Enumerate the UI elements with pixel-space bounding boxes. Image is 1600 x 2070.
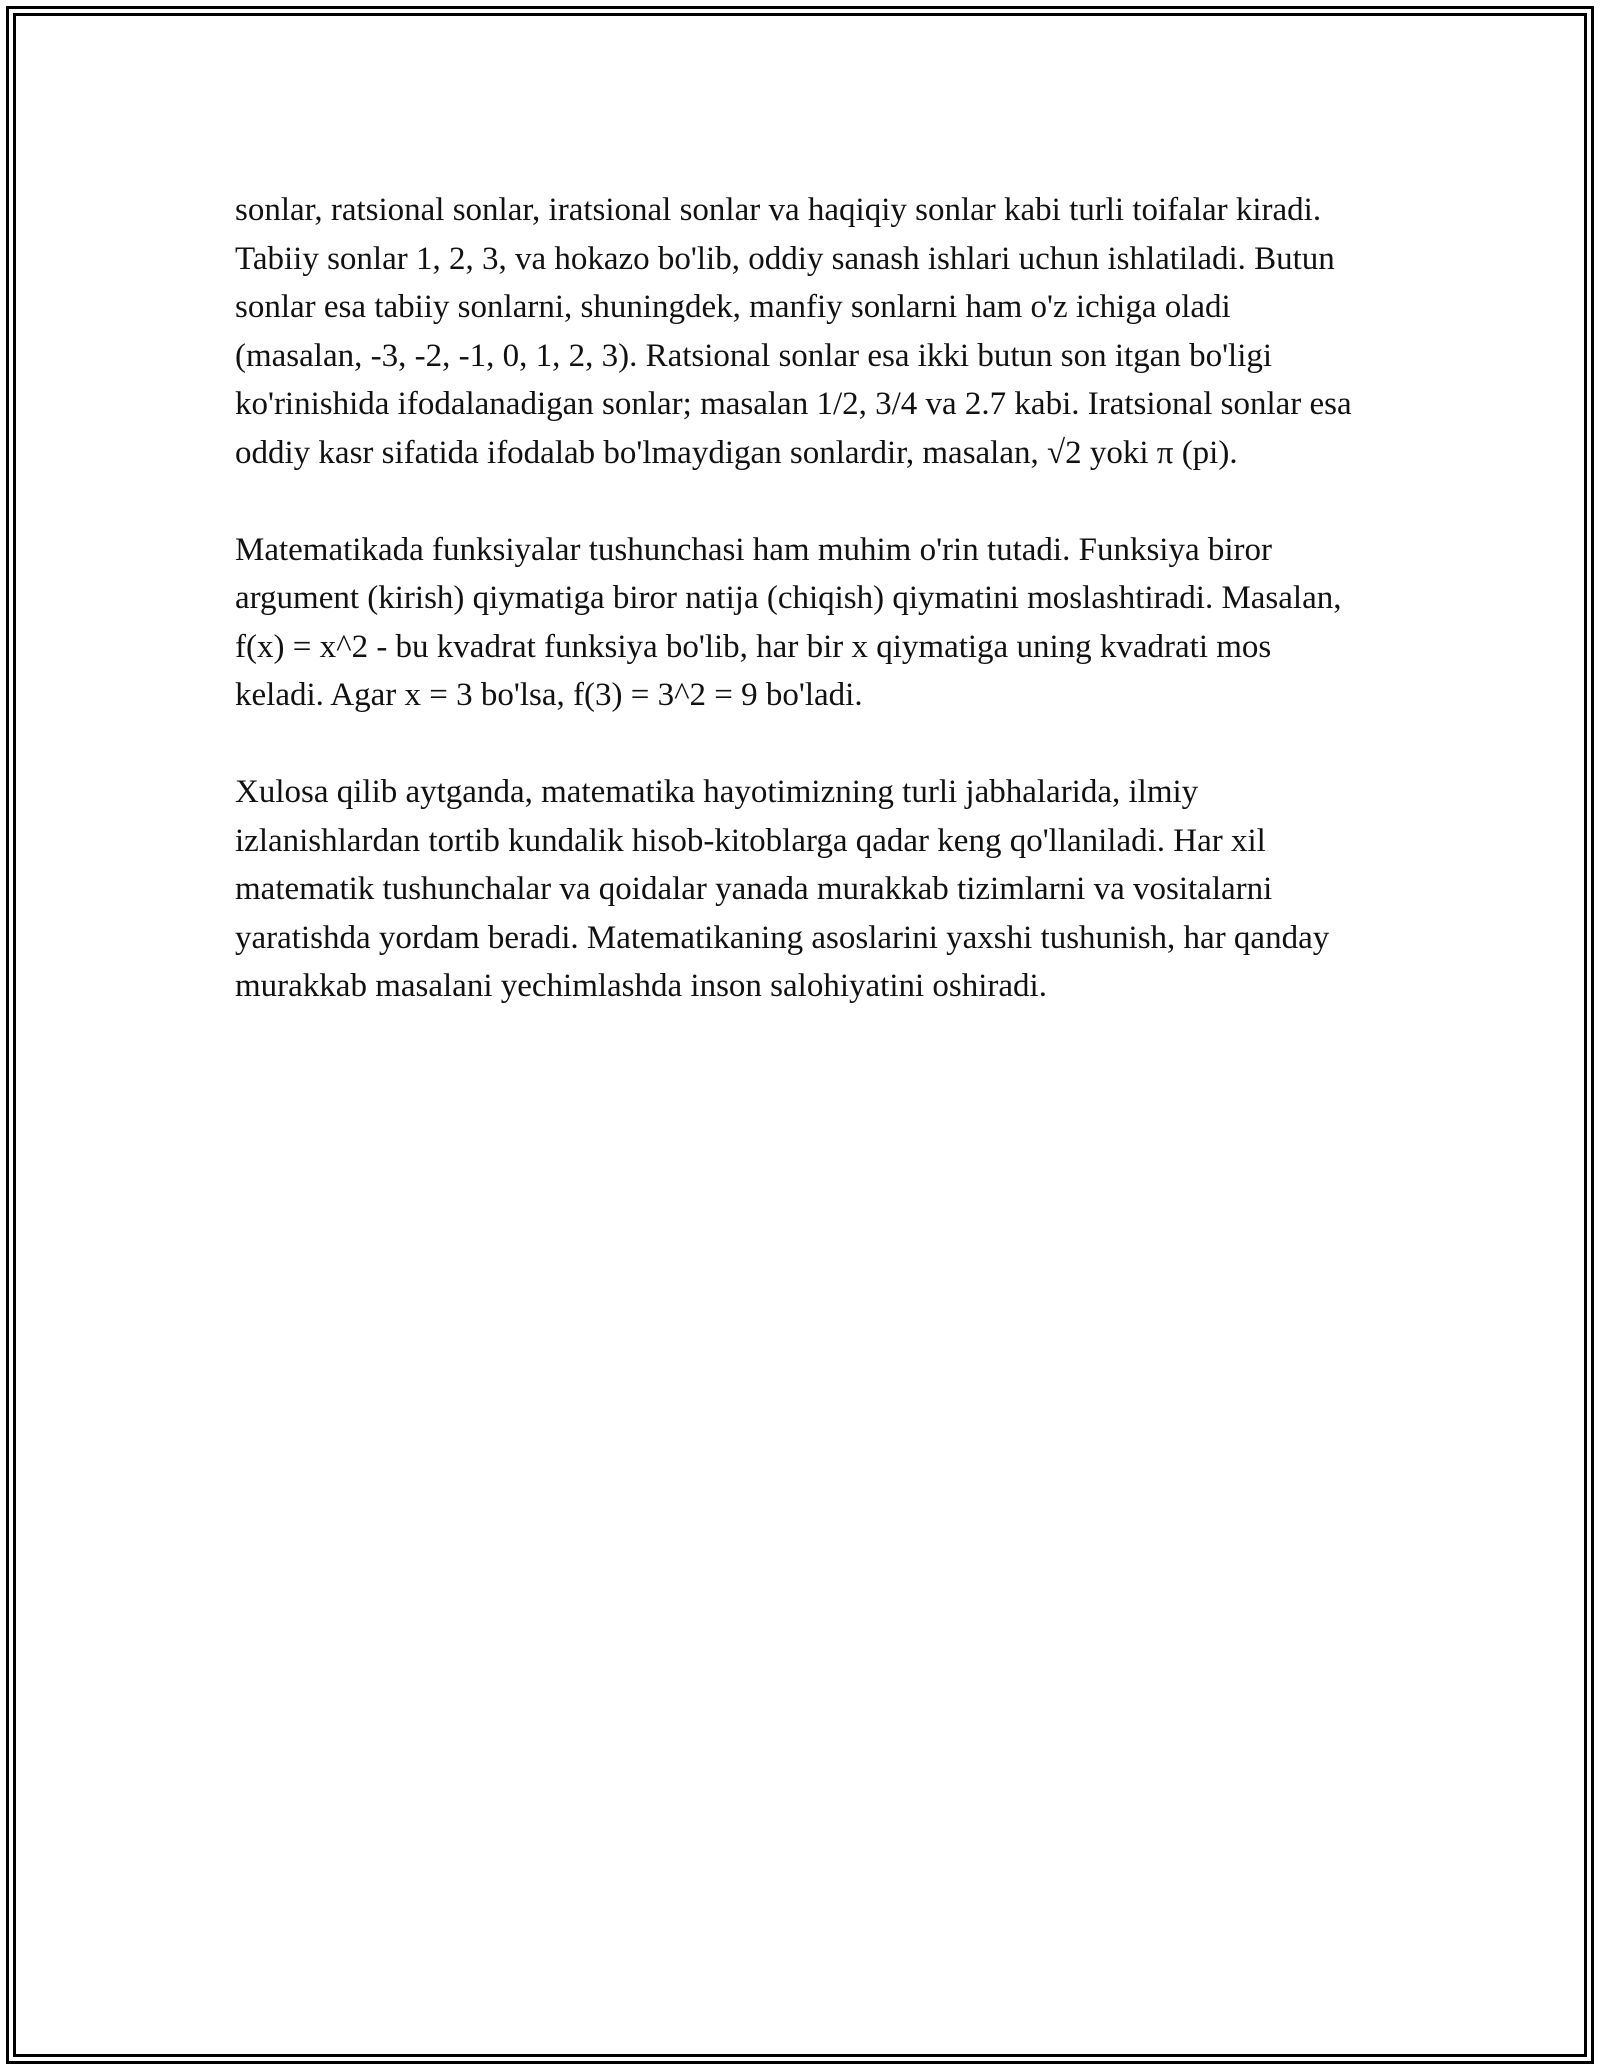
paragraph-conclusion: Xulosa qilib aytganda, matematika hayotimizning turli jabhalarida, ilmiy izlanishlardan tortib kundalik hisob-kitoblarga qadar keng qo'llaniladi. Har xil matematik tushunchalar va qoidalar yanada murakkab tizimlarni va vositalarni yaratishda yordam beradi. Matematikaning asoslarini yaxshi tushunish, har qanday murakkab masalani yechimlashda inson salohiyatini oshiradi. bbox=[235, 774, 1330, 1004]
paragraph-number-types: sonlar, ratsional sonlar, iratsional sonlar va haqiqiy sonlar kabi turli toifalar kiradi. Tabiiy sonlar 1, 2, 3, va hokazo bo'lib, oddiy sanash ishlari uchun ishlatiladi. Butun sonlar esa tabiiy sonlarni, shuningdek, manfiy sonlarni ham o'z ichiga oladi (masalan, -3, -2, -1, 0, 1, 2, 3). Ratsional sonlar esa ikki butun son itgan bo'ligi ko'rinishida ifodalanadigan sonlar; masalan 1/2, 3/4 va 2.7 kabi. Iratsional sonlar esa oddiy kasr sifatida ifodalab bo'lmaydigan sonlardir, masalan, √2 yoki π (pi). bbox=[235, 192, 1352, 471]
paragraph-functions: Matematikada funksiyalar tushunchasi ham muhim o'rin tutadi. Funksiya biror argument (kirish) qiymatiga biror natija (chiqish) qiymatini moslashtiradi. Masalan, f(x) = x^2 - bu kvadrat funksiya bo'lib, har bir x qiymatiga uning kvadrati mos keladi. Agar x = 3 bo'lsa, f(3) = 3^2 = 9 bo'ladi. bbox=[235, 531, 1342, 713]
document-body bbox=[235, 186, 1365, 1059]
